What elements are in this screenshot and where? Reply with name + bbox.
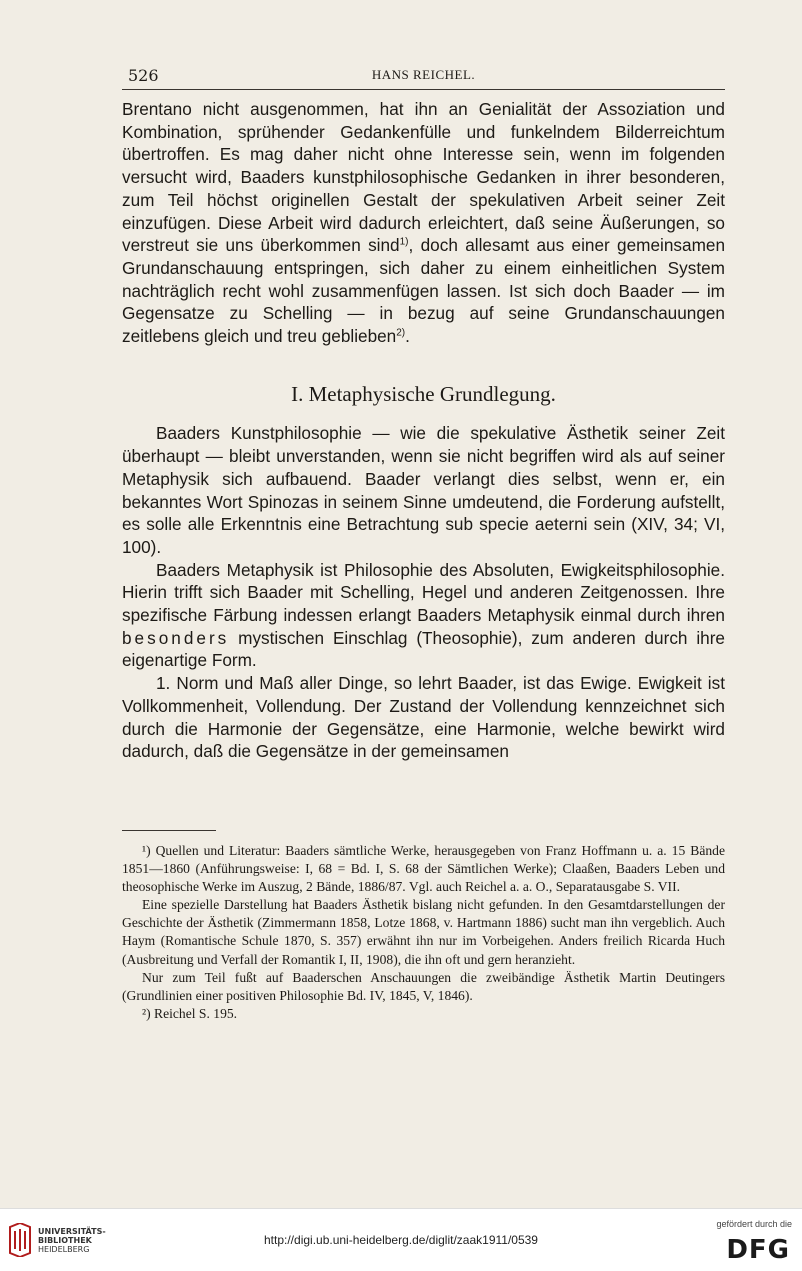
main-text: [122, 98, 725, 763]
paragraph-1-text-a: Brentano nicht ausgenommen, hat ihn an Genialität der Assoziation und Kombination, sprühender Gedankenfülle und funkelndem Bilderreichtum übertroffen. Es mag daher nicht ohne Interesse sein, wenn im folgenden versucht wird, Baaders kunstphilosophische Gedanken in ihrer besonderen, zum Teil höchst originellen Gestalt der spekulativen Arbeit seiner Zeit einzufügen. Diese Arbeit wird dadurch erleichtert, daß seine Äußerungen, so verstreut sie uns überkommen sind: [122, 99, 725, 256]
paragraph-1-text-b: , doch allesamt aus einer gemeinsamen Grundanschauung entspringen, sich daher zu einem einheitlichen System nachträglich recht wohl zusammenfügen lassen. Ist sich doch Baader — im Gegensatze zu Schelling — in bezug auf seine Grundanschauungen zeitlebens gleich und treu geblieben: [122, 235, 726, 347]
paragraph-4: 1. Norm und Maß aller Dinge, so lehrt Baader, ist das Ewige. Ewigkeit ist Vollkommenheit, Vollendung. Der Zustand der Vollendung kennzeichnet sich durch die Harmonie der Gegensätze, eine Harmonie, welche bewirkt wird dadurch, daß die Gegensätze in der gemeinsamen: [122, 673, 725, 762]
paragraph-1-text-c: .: [405, 326, 410, 347]
library-name-line-2: BIBLIOTHEK: [38, 1236, 92, 1245]
section-title: I. Metaphysische Grundlegung.: [291, 381, 556, 406]
emphasis-besonders: besonders: [122, 627, 230, 648]
footnote-1-continued: Eine spezielle Darstellung hat Baaders Ästhetik bislang nicht gefunden. In den Gesamtdarstellungen der Geschichte der Ästhetik (Zimmermann 1858, Lotze 1868, v. Hartmann 1886) sucht man ihn vergeblich. Auch Haym (Romantische Schule 1870, S. 357) erwähnt ihn nur im Vorbeigehen. Anders freilich Ricarda Huch (Ausbreitung und Verfall der Romantik I, II, 1908), die ihn oft und gern heranzieht.: [122, 897, 725, 967]
funded-by-label: gefördert durch die: [716, 1219, 792, 1229]
footnote-ref-2: 2): [396, 327, 406, 339]
paragraph-1: [122, 98, 725, 348]
library-name-line-1: UNIVERSITÄTS-: [38, 1227, 106, 1236]
footnote-2: ²) Reichel S. 195.: [142, 1005, 238, 1021]
library-name-line-3: HEIDELBERG: [38, 1245, 90, 1254]
permalink-url[interactable]: http://digi.ub.uni-heidelberg.de/diglit/zaak1911/0539: [264, 1233, 538, 1247]
viewer-footer: [0, 1208, 802, 1271]
footnote-1-continued-2: Nur zum Teil fußt auf Baaderschen Anschauungen die zweibändige Ästhetik Martin Deutingers (Grundlinien einer positiven Philosophie Bd. IV, 1845, V, 1846).: [122, 969, 725, 1003]
paragraph-2: Baaders Kunstphilosophie — wie die spekulative Ästhetik seiner Zeit überhaupt — bleibt unverstanden, wenn sie nicht begriffen wird als auf seiner Metaphysik sich aufbauend. Baader verlangt dies selbst, wenn er, ein bekanntes Wort Spinozas in seinem Sinne umdeutend, die Forderung aufstellt, es solle alle Erkenntnis eine Betrachtung sub specie aeterni sein (XIV, 34; VI, 100).: [122, 423, 725, 557]
running-head: HANS REICHEL.: [371, 67, 476, 82]
footnotes: [122, 842, 725, 1023]
page-header: [122, 63, 725, 90]
paragraph-3: [122, 559, 725, 673]
page-number: 526: [128, 66, 159, 85]
paragraph-3-text-b: mystischen Einschlag (Theosophie), zum anderen durch ihre eigenartige Form.: [122, 627, 725, 671]
paragraph-3-text-a: Baaders Metaphysik ist Philosophie des Absoluten, Ewigkeitsphilosophie. Hierin trifft sich Baader mit Schelling, Hegel und anderen Zeitgenossen. Ihre spezifische Färbung indessen erlangt Baaders Metaphysik einmal durch ihren: [122, 559, 725, 626]
dfg-logo: DFG: [726, 1235, 790, 1265]
footnote-rule: [122, 830, 216, 831]
footnote-ref-1: 1): [399, 236, 409, 248]
footnote-1: ¹) Quellen und Literatur: Baaders sämtliche Werke, herausgegeben von Franz Hoffmann u. a. 15 Bände 1851—1860 (Anführungsweise: I, 68 = Bd. I, S. 68 der Sämtlichen Werke); Claaßen, Baaders Leben und theosophische Werke im Auszug, 2 Bände, 1886/87. Vgl. auch Reichel a. a. O., Separatausgabe S. VII.: [122, 843, 725, 895]
